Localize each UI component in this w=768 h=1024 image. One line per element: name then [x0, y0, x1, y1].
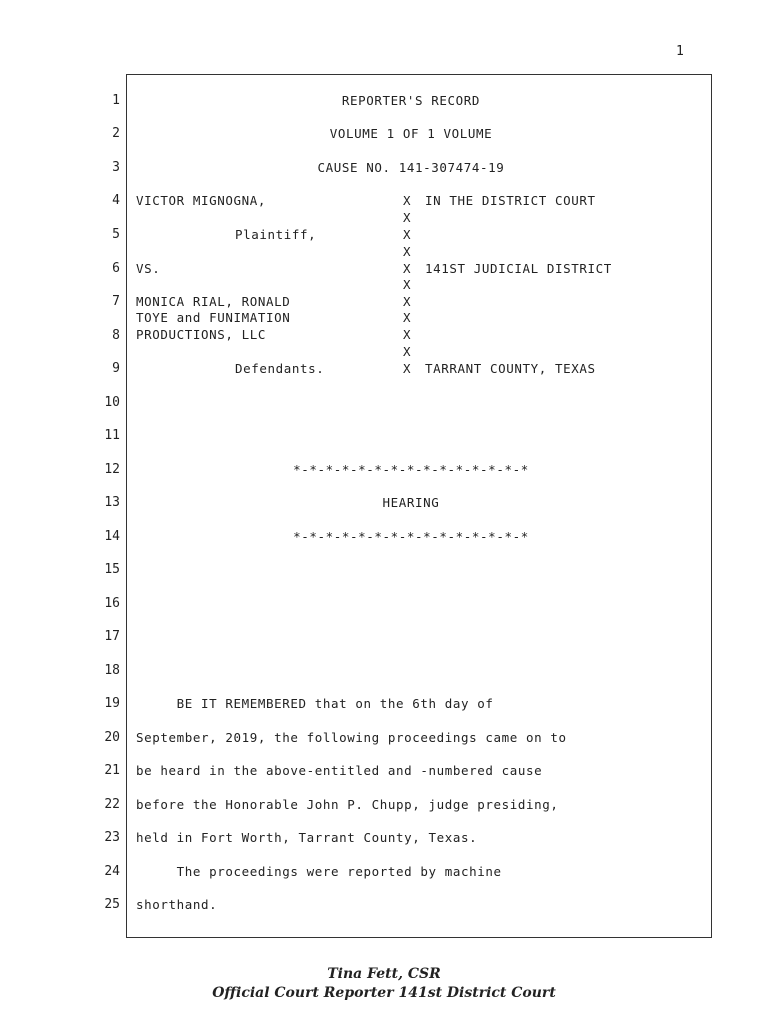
reporter-title: Official Court Reporter 141st District Court	[212, 985, 556, 1001]
x-mark: X	[403, 227, 412, 242]
reporter-name: Tina Fett, CSR	[327, 966, 441, 982]
x-mark: X	[403, 277, 412, 292]
line-number: 4	[112, 193, 120, 208]
line-number: 5	[112, 227, 120, 242]
x-mark: X	[403, 327, 412, 342]
line-number: 18	[104, 663, 120, 678]
x-mark: X	[403, 344, 412, 359]
line-number: 16	[104, 596, 120, 611]
line-number: 17	[104, 629, 120, 644]
court-name: IN THE DISTRICT COURT	[425, 193, 596, 208]
defendant-line: MONICA RIAL, RONALD	[136, 294, 291, 309]
defendant-label: Defendants.	[235, 361, 325, 376]
line-number: 19	[104, 696, 120, 711]
line-number: 13	[104, 495, 120, 510]
line-number: 25	[104, 897, 120, 912]
defendant-line: PRODUCTIONS, LLC	[136, 327, 267, 342]
x-mark: X	[403, 294, 412, 309]
line-number: 14	[104, 529, 120, 544]
judicial-district: 141ST JUDICIAL DISTRICT	[425, 261, 612, 276]
page-number: 1	[676, 44, 684, 59]
line-number: 22	[104, 797, 120, 812]
body-line: before the Honorable John P. Chupp, judge presiding,	[136, 797, 559, 812]
x-mark: X	[403, 210, 412, 225]
line-number: 24	[104, 864, 120, 879]
plaintiff-label: Plaintiff,	[235, 227, 317, 242]
x-mark: X	[403, 193, 412, 208]
body-line: BE IT REMEMBERED that on the 6th day of	[136, 696, 494, 711]
line-number: 9	[112, 361, 120, 376]
line-number: 8	[112, 328, 120, 343]
x-mark: X	[403, 261, 412, 276]
line-number: 10	[104, 395, 120, 410]
record-title: REPORTER'S RECORD	[341, 93, 481, 108]
body-line: be heard in the above-entitled and -numbered cause	[136, 763, 543, 778]
body-line: September, 2019, the following proceedings came on to	[136, 730, 567, 745]
versus: VS.	[136, 261, 161, 276]
body-line: held in Fort Worth, Tarrant County, Texas.	[136, 830, 478, 845]
body-line: The proceedings were reported by machine	[136, 864, 502, 879]
county: TARRANT COUNTY, TEXAS	[425, 361, 596, 376]
line-number: 20	[104, 730, 120, 745]
line-number: 23	[104, 830, 120, 845]
body-line: shorthand.	[136, 897, 218, 912]
divider: *-*-*-*-*-*-*-*-*-*-*-*-*-*-*	[293, 462, 529, 477]
cause-number: CAUSE NO. 141-307474-19	[317, 160, 505, 175]
line-number: 11	[104, 428, 120, 443]
divider: *-*-*-*-*-*-*-*-*-*-*-*-*-*-*	[293, 529, 529, 544]
line-number: 1	[112, 93, 120, 108]
defendant-line: TOYE and FUNIMATION	[136, 310, 291, 325]
x-mark: X	[403, 361, 412, 376]
hearing-title: HEARING	[382, 495, 440, 510]
plaintiff-name: VICTOR MIGNOGNA,	[136, 193, 267, 208]
line-number: 7	[112, 294, 120, 309]
volume-line: VOLUME 1 OF 1 VOLUME	[329, 126, 493, 141]
line-number: 21	[104, 763, 120, 778]
x-mark: X	[403, 310, 412, 325]
line-number: 3	[112, 160, 120, 175]
line-number: 12	[104, 462, 120, 477]
line-number: 2	[112, 126, 120, 141]
line-number: 15	[104, 562, 120, 577]
x-mark: X	[403, 244, 412, 259]
line-number: 6	[112, 261, 120, 276]
